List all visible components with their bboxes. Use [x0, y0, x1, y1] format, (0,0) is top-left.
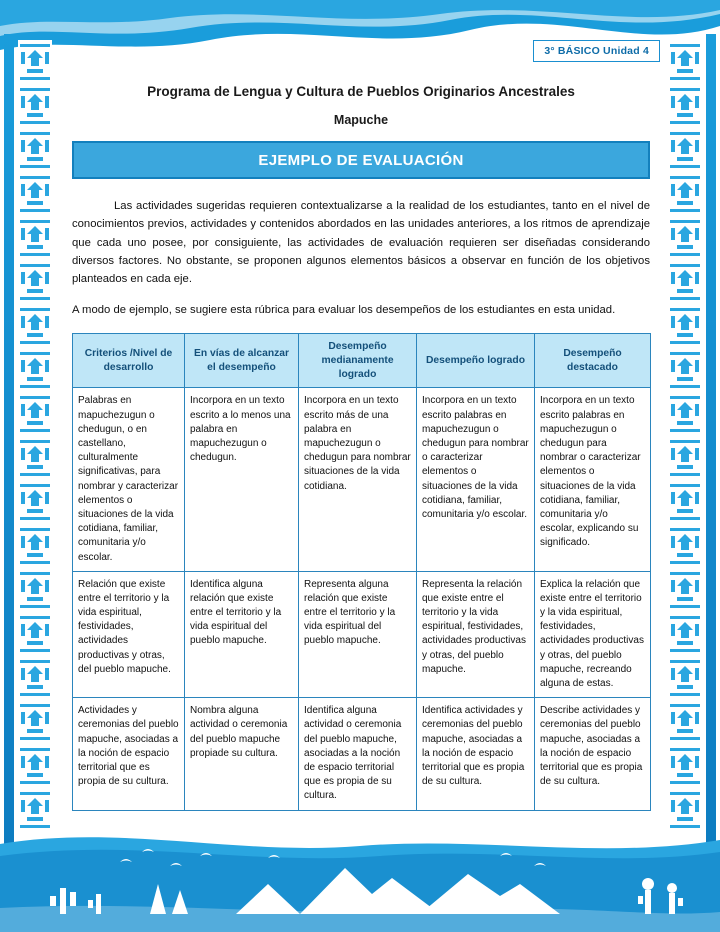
cell-en-vias: Identifica alguna relación que existe entre el territorio y la vida espiritual del pueblo mapuche.: [185, 571, 299, 698]
table-row: [73, 571, 651, 698]
table-row: [73, 388, 651, 571]
cell-criteria: Actividades y ceremonias del pueblo mapuche, asociadas a la noción de espacio territorial que es propia de su cultura.: [73, 698, 185, 810]
column-header-destacado: Desempeño destacado: [535, 333, 651, 388]
cell-en-vias: Incorpora en un texto escrito a lo menos una palabra en mapuchezugun o chedugun.: [185, 388, 299, 571]
evaluation-banner-label: EJEMPLO DE EVALUACIÓN: [258, 151, 464, 169]
cell-logrado: Representa la relación que existe entre el territorio y la vida espiritual, festividades, actividades productivas y otras, del pueblo mapuche.: [417, 571, 535, 698]
cell-medianamente: Representa alguna relación que existe entre el territorio y la vida espiritual del pueblo mapuche.: [299, 571, 417, 698]
cell-destacado: Incorpora en un texto escrito palabras en mapuchezugun o chedugun para nombrar o caracterizar elementos o situaciones de la vida cotidiana, familiar, comunitaria y/o escolar, explicando su significado.: [535, 388, 651, 571]
unit-badge: 3° BÁSICO Unidad 4: [533, 40, 660, 62]
cell-logrado: Identifica actividades y ceremonias del pueblo mapuche, asociadas a la noción de espacio territorial que es propia de su cultura.: [417, 698, 535, 810]
cell-logrado: Incorpora en un texto escrito palabras en mapuchezugun o chedugun para nombrar o caracterizar elementos o situaciones de la vida cotidiana, familiar, comunitaria y/o escolar.: [417, 388, 535, 571]
cell-medianamente: Incorpora en un texto escrito más de una palabra en mapuchezugun o chedugun para nombrar situaciones de la vida cotidiana.: [299, 388, 417, 571]
cell-medianamente: Identifica alguna actividad o ceremonia del pueblo mapuche, asociadas a la noción de espacio territorial que es propia de su cultura.: [299, 698, 417, 810]
cell-destacado: Describe actividades y ceremonias del pueblo mapuche, asociadas a la noción de espacio territorial que es propia de su cultura.: [535, 698, 651, 810]
column-header-en-vias: En vías de alcanzar el desempeño: [185, 333, 299, 388]
cell-criteria: Relación que existe entre el territorio y la vida espiritual, festividades, actividades productivas y otras, del pueblo mapuche.: [73, 571, 185, 698]
intro-paragraph-2: A modo de ejemplo, se sugiere esta rúbrica para evaluar los desempeños de los estudiantes en esta unidad.: [72, 304, 616, 317]
cell-en-vias: Nombra alguna actividad o ceremonia del pueblo mapuche propiade su cultura.: [185, 698, 299, 810]
page-subtitle: Mapuche: [333, 113, 389, 127]
page-title: Programa de Lengua y Cultura de Pueblos Originarios Ancestrales: [147, 84, 575, 99]
bottom-landscape-decoration: [0, 822, 720, 932]
cell-destacado: Explica la relación que existe entre el territorio y la vida espiritual, festividades, actividades productivas y otras, del pueblo mapuche, recreando alguna de estas.: [535, 571, 651, 698]
left-edge-strip: [4, 34, 14, 854]
evaluation-banner: [72, 141, 650, 179]
rubric-table: [72, 333, 651, 811]
document-content: [72, 84, 650, 811]
right-motif-band: [668, 40, 702, 840]
left-motif-band: [18, 40, 52, 840]
column-header-criteria: Criterios /Nivel de desarrollo: [73, 333, 185, 388]
column-header-logrado: Desempeño logrado: [417, 333, 535, 388]
intro-paragraph-1: Las actividades sugeridas requieren contextualizarse a la realidad de los estudiantes, tanto en el nivel de conocimientos previos, actividades y contenidos abordados en las unidades anteriores, a los ritmos de aprendizaje que cada uno posee, por consiguiente, las actividades de evaluación requieren ser diseñadas considerando diversos factores. No obstante, se proponen algunos elementos básicos a observar en función de los objetivos planteados en cada eje.: [72, 200, 650, 286]
column-header-medianamente: Desempeño medianamente logrado: [299, 333, 417, 388]
right-edge-strip: [706, 34, 716, 854]
cell-criteria: Palabras en mapuchezugun o chedugun, o en castellano, culturalmente significativas, para nombrar y caracterizar elementos o situaciones de la vida cotidiana, familiar, comunitaria y/o escolar.: [73, 388, 185, 571]
table-header-row: [73, 333, 651, 388]
table-row: [73, 698, 651, 810]
